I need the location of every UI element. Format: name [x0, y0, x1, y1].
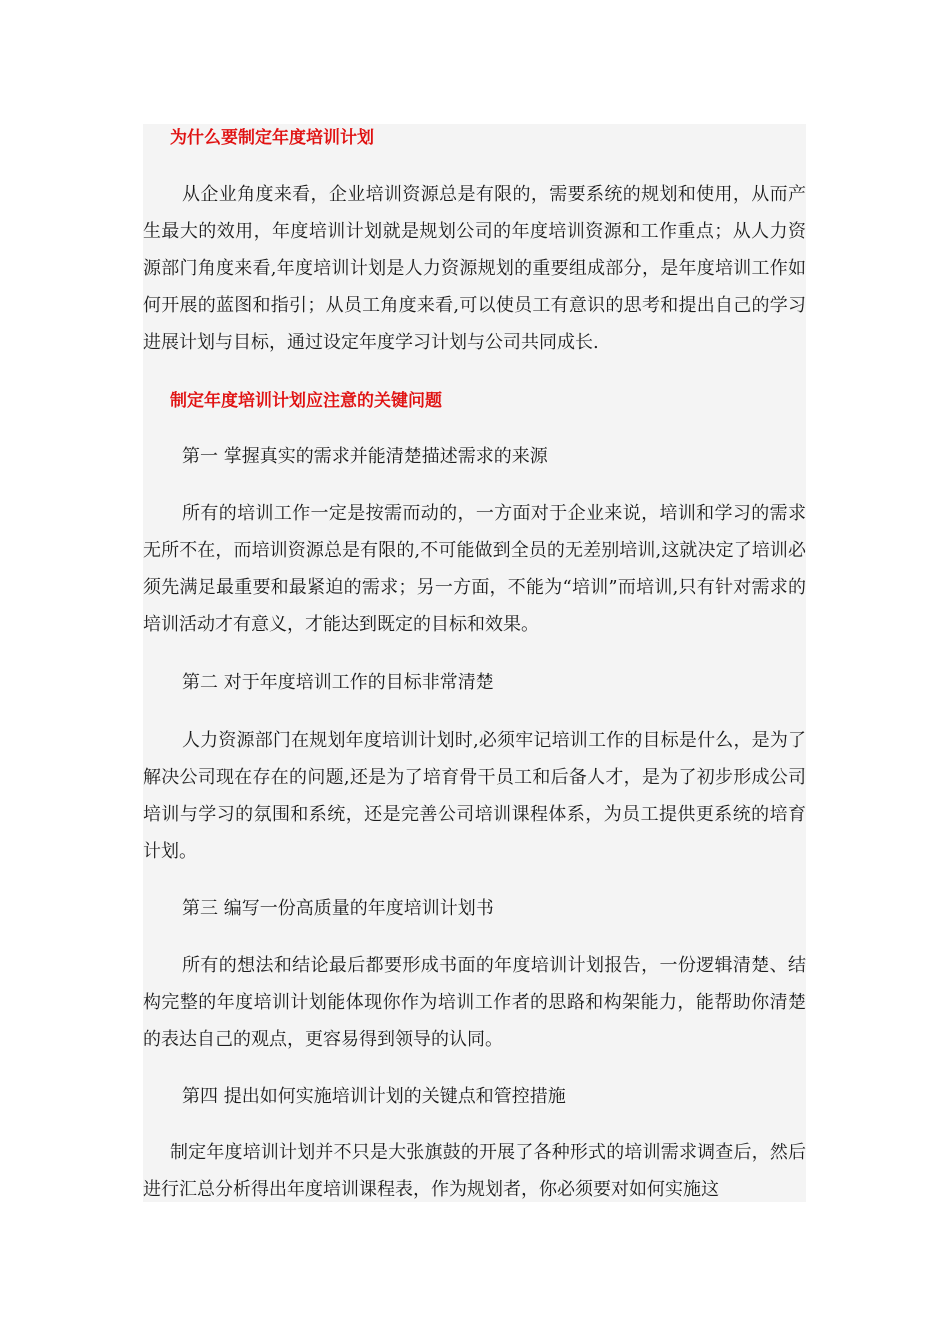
paragraph-why: 从企业角度来看，企业培训资源总是有限的，需要系统的规划和使用，从而产生最大的效用，年度培训计划就是规划公司的年度培训资源和工作重点；从人力资源部门角度来看,年度培训计划是人力资源规划的重要组成部分，是年度培训工作如何开展的蓝图和指引；从员工角度来看,可以使员工有意识的思考和提出自己的学习进展计划与目标，通过设定年度学习计划与公司共同成长.	[143, 184, 806, 353]
document-content	[143, 124, 806, 1202]
point-paragraph-4: 制定年度培训计划并不只是大张旗鼓的开展了各种形式的培训需求调查后，然后进行汇总分析得出年度培训课程表，作为规划者，你必须要对如何实施这	[143, 1142, 806, 1200]
section-heading-why: 为什么要制定年度培训计划	[170, 128, 374, 148]
point-paragraph-1: 所有的培训工作一定是按需而动的，一方面对于企业来说，培训和学习的需求无所不在，而培训资源总是有限的,不可能做到全员的无差别培训,这就决定了培训必须先满足最重要和最紧迫的需求；另一方面，不能为“培训”而培训,只有针对需求的培训活动才有意义，才能达到既定的目标和效果。	[143, 503, 806, 635]
point-title-4: 第四 提出如何实施培训计划的关键点和管控措施	[182, 1086, 566, 1107]
point-paragraph-3: 所有的想法和结论最后都要形成书面的年度培训计划报告，一份逻辑清楚、结构完整的年度培训计划能体现你作为培训工作者的思路和构架能力，能帮助你清楚的表达自己的观点，更容易得到领导的认同。	[143, 955, 806, 1050]
point-title-2: 第二 对于年度培训工作的目标非常清楚	[182, 672, 494, 693]
section-heading-key-issues: 制定年度培训计划应注意的关键问题	[170, 391, 442, 411]
point-title-3: 第三 编写一份高质量的年度培训计划书	[182, 898, 494, 919]
point-title-1: 第一 掌握真实的需求并能清楚描述需求的来源	[182, 446, 548, 467]
point-paragraph-2: 人力资源部门在规划年度培训计划时,必须牢记培训工作的目标是什么，是为了解决公司现在存在的问题,还是为了培育骨干员工和后备人才，是为了初步形成公司培训与学习的氛围和系统，还是完善公司培训课程体系，为员工提供更系统的培育计划。	[143, 730, 806, 862]
